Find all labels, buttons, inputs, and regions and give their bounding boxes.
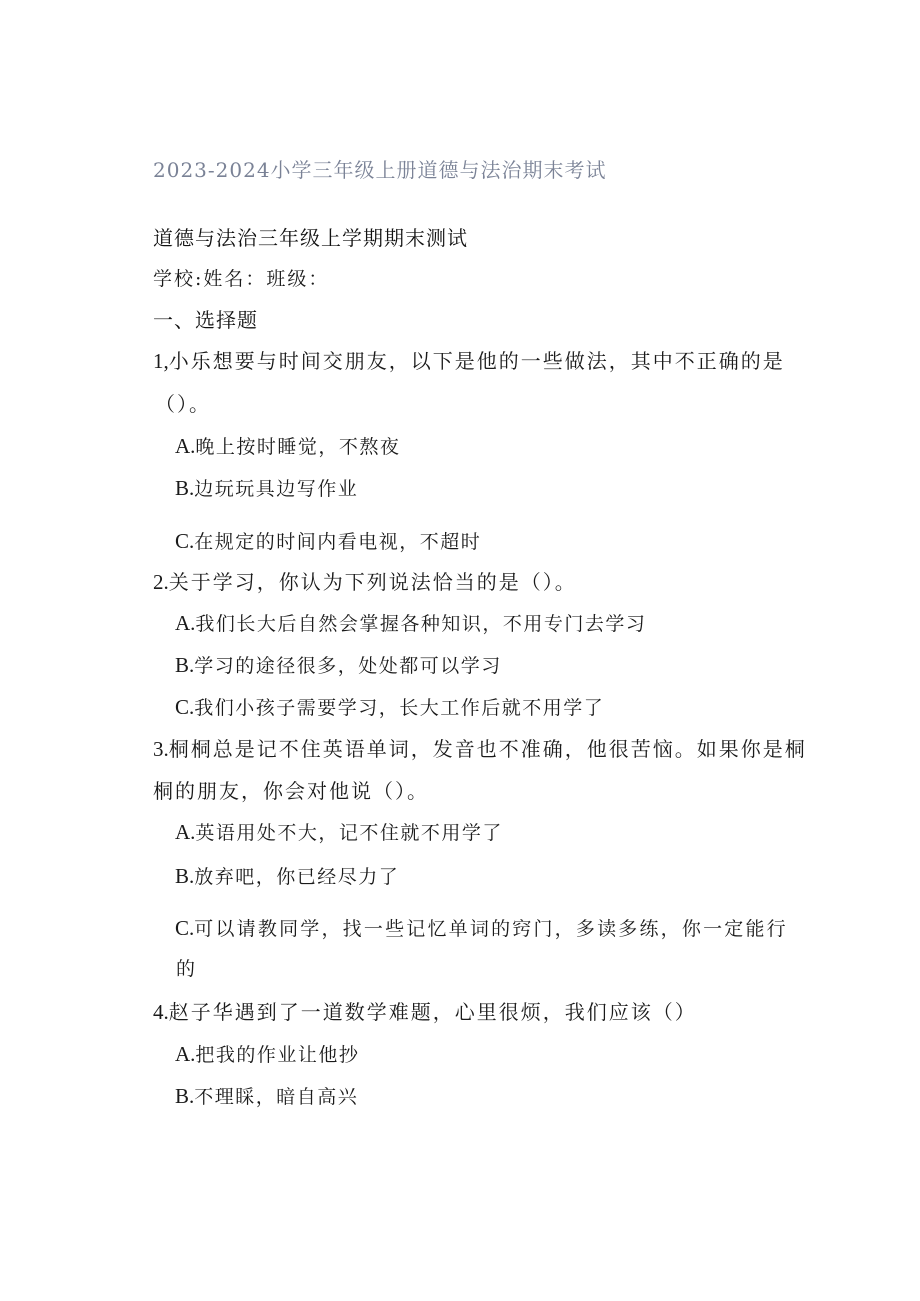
question-number: 3. xyxy=(153,737,169,761)
question-text: 小乐想要与时间交朋友，以下是他的一些做法，其中不正确的是 xyxy=(168,349,785,373)
question-2-option-a xyxy=(175,613,646,634)
question-4 xyxy=(153,1002,697,1023)
option-letter: A. xyxy=(175,611,196,635)
option-text: 我们小孩子需要学习，长大工作后就不用学了 xyxy=(194,697,605,719)
question-3 xyxy=(153,739,807,760)
student-info-line: 学校:姓名：班级： xyxy=(153,268,330,290)
question-2-option-c xyxy=(175,697,604,718)
question-1-option-b xyxy=(175,478,358,499)
option-letter: A. xyxy=(175,1042,196,1066)
option-text: 可以请教同学，找一些记忆单词的窍门，多读多练，你一定能行 xyxy=(194,918,788,940)
option-letter: B. xyxy=(175,653,195,677)
question-2 xyxy=(153,572,577,593)
question-1-option-a xyxy=(175,436,400,457)
option-text: 不理睬，暗自高兴 xyxy=(194,1086,359,1108)
option-letter: C. xyxy=(175,529,195,553)
option-text: 学习的途径很多，处处都可以学习 xyxy=(194,655,502,677)
question-text: 关于学习，你认为下列说法恰当的是（）。 xyxy=(168,570,577,594)
option-letter: C. xyxy=(175,695,195,719)
question-number: 1, xyxy=(153,349,169,373)
question-3-option-b xyxy=(175,866,399,887)
document-title: 2023-2024小学三年级上册道德与法治期末考试 xyxy=(153,158,607,182)
option-letter: A. xyxy=(175,434,196,458)
question-2-option-b xyxy=(175,655,502,676)
option-text: 我们长大后自然会掌握各种知识，不用专门去学习 xyxy=(195,613,647,635)
question-3-continuation: 桐的朋友，你会对他说（）。 xyxy=(153,779,429,803)
question-number: 4. xyxy=(153,1000,169,1024)
question-1-option-c xyxy=(175,531,481,552)
option-letter: A. xyxy=(175,820,196,844)
exam-subtitle: 道德与法治三年级上学期期末测试 xyxy=(153,226,468,250)
question-text: 桐桐总是记不住英语单词，发音也不准确，他很苦恼。如果你是桐 xyxy=(168,737,807,761)
section-heading: 一、选择题 xyxy=(153,308,258,332)
option-text: 边玩玩具边写作业 xyxy=(194,478,359,500)
option-letter: B. xyxy=(175,864,195,888)
question-1 xyxy=(153,351,785,372)
question-1-continuation: （）。 xyxy=(155,392,211,416)
question-3-option-a xyxy=(175,822,503,843)
option-text: 放弃吧，你已经尽力了 xyxy=(194,866,400,888)
option-letter: C. xyxy=(175,916,195,940)
question-4-option-a xyxy=(175,1044,359,1065)
option-letter: B. xyxy=(175,476,195,500)
question-number: 2. xyxy=(153,570,169,594)
option-text: 把我的作业让他抄 xyxy=(195,1044,360,1066)
question-3-option-c xyxy=(175,918,788,939)
question-3-option-c-continuation: 的 xyxy=(176,958,197,980)
option-letter: B. xyxy=(175,1084,195,1108)
question-text: 赵子华遇到了一道数学难题，心里很烦，我们应该（） xyxy=(168,1000,697,1024)
question-4-option-b xyxy=(175,1086,358,1107)
option-text: 晚上按时睡觉，不熬夜 xyxy=(195,436,401,458)
option-text: 英语用处不大，记不住就不用学了 xyxy=(195,822,503,844)
option-text: 在规定的时间内看电视，不超时 xyxy=(194,531,482,553)
